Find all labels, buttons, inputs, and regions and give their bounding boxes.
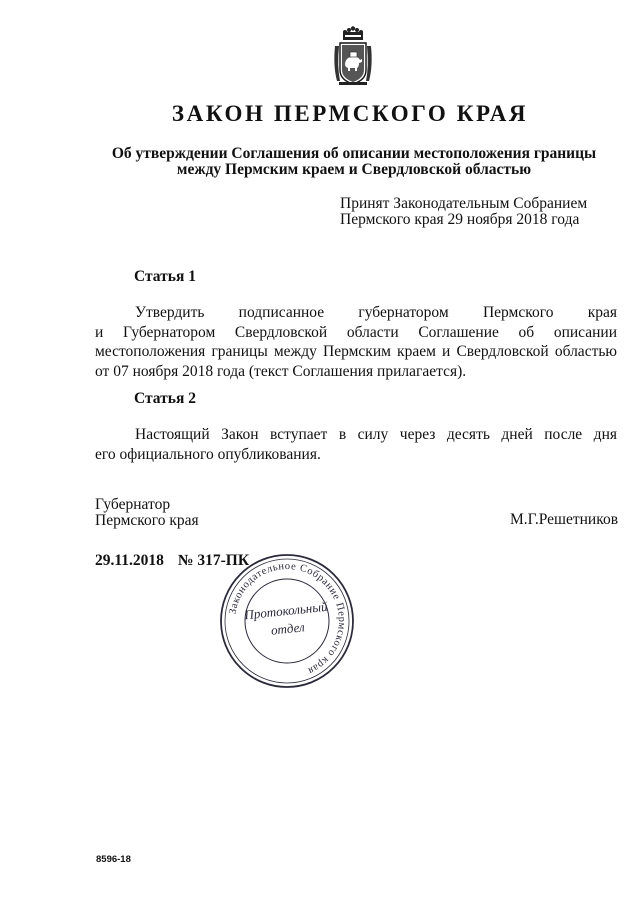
law-title: ЗАКОН ПЕРМСКОГО КРАЯ (171, 101, 529, 126)
adoption-line: Пермского края 29 ноября 2018 года (340, 211, 580, 228)
signatory-position-line: Пермского края (95, 512, 199, 529)
signatory-name: М.Г.Решетников (510, 511, 619, 528)
perm-krai-coat-of-arms-icon (331, 26, 375, 88)
law-subject-line: между Пермским краем и Свердловской областью (176, 161, 532, 178)
article-1-text (95, 303, 617, 381)
article-text-line: Утвердить подписанное губернатором Пермского края (135, 304, 617, 321)
article-text-line: Настоящий Закон вступает в силу через десять дней после дня (135, 426, 617, 443)
law-subject (0, 146, 640, 178)
article-1-heading: Статья 1 (134, 268, 196, 285)
article-text-line: и Губернатором Свердловской области Соглашение об описании (95, 323, 617, 341)
law-subject-line: Об утверждении Соглашения об описании местоположения границы (111, 145, 597, 162)
stamp-inner-line: отдел (270, 619, 306, 638)
article-2-text (95, 425, 617, 464)
article-text-line: местоположения границы между Пермским краем и Свердловской областью (95, 343, 617, 360)
article-text-line: его официального опубликования. (95, 445, 321, 463)
registration-number: № 317-ПК (177, 552, 250, 569)
stamp-outer-text: Законодательное Собрание Пермского края (227, 560, 348, 677)
article-2-heading: Статья 2 (134, 390, 196, 407)
adoption-note (340, 196, 630, 228)
registration-date: 29.11.2018 (95, 552, 164, 569)
office-stamp (214, 547, 360, 691)
signatory-position-line: Губернатор (95, 496, 171, 513)
article-text-line: от 07 ноября 2018 года (текст Соглашения прилагается). (95, 362, 467, 380)
adoption-line: Принят Законодательным Собранием (340, 195, 588, 212)
stamp-inner-line: Протокольный (243, 598, 329, 623)
signatory-position (95, 497, 199, 529)
document-code: 8596-18 (96, 854, 131, 865)
